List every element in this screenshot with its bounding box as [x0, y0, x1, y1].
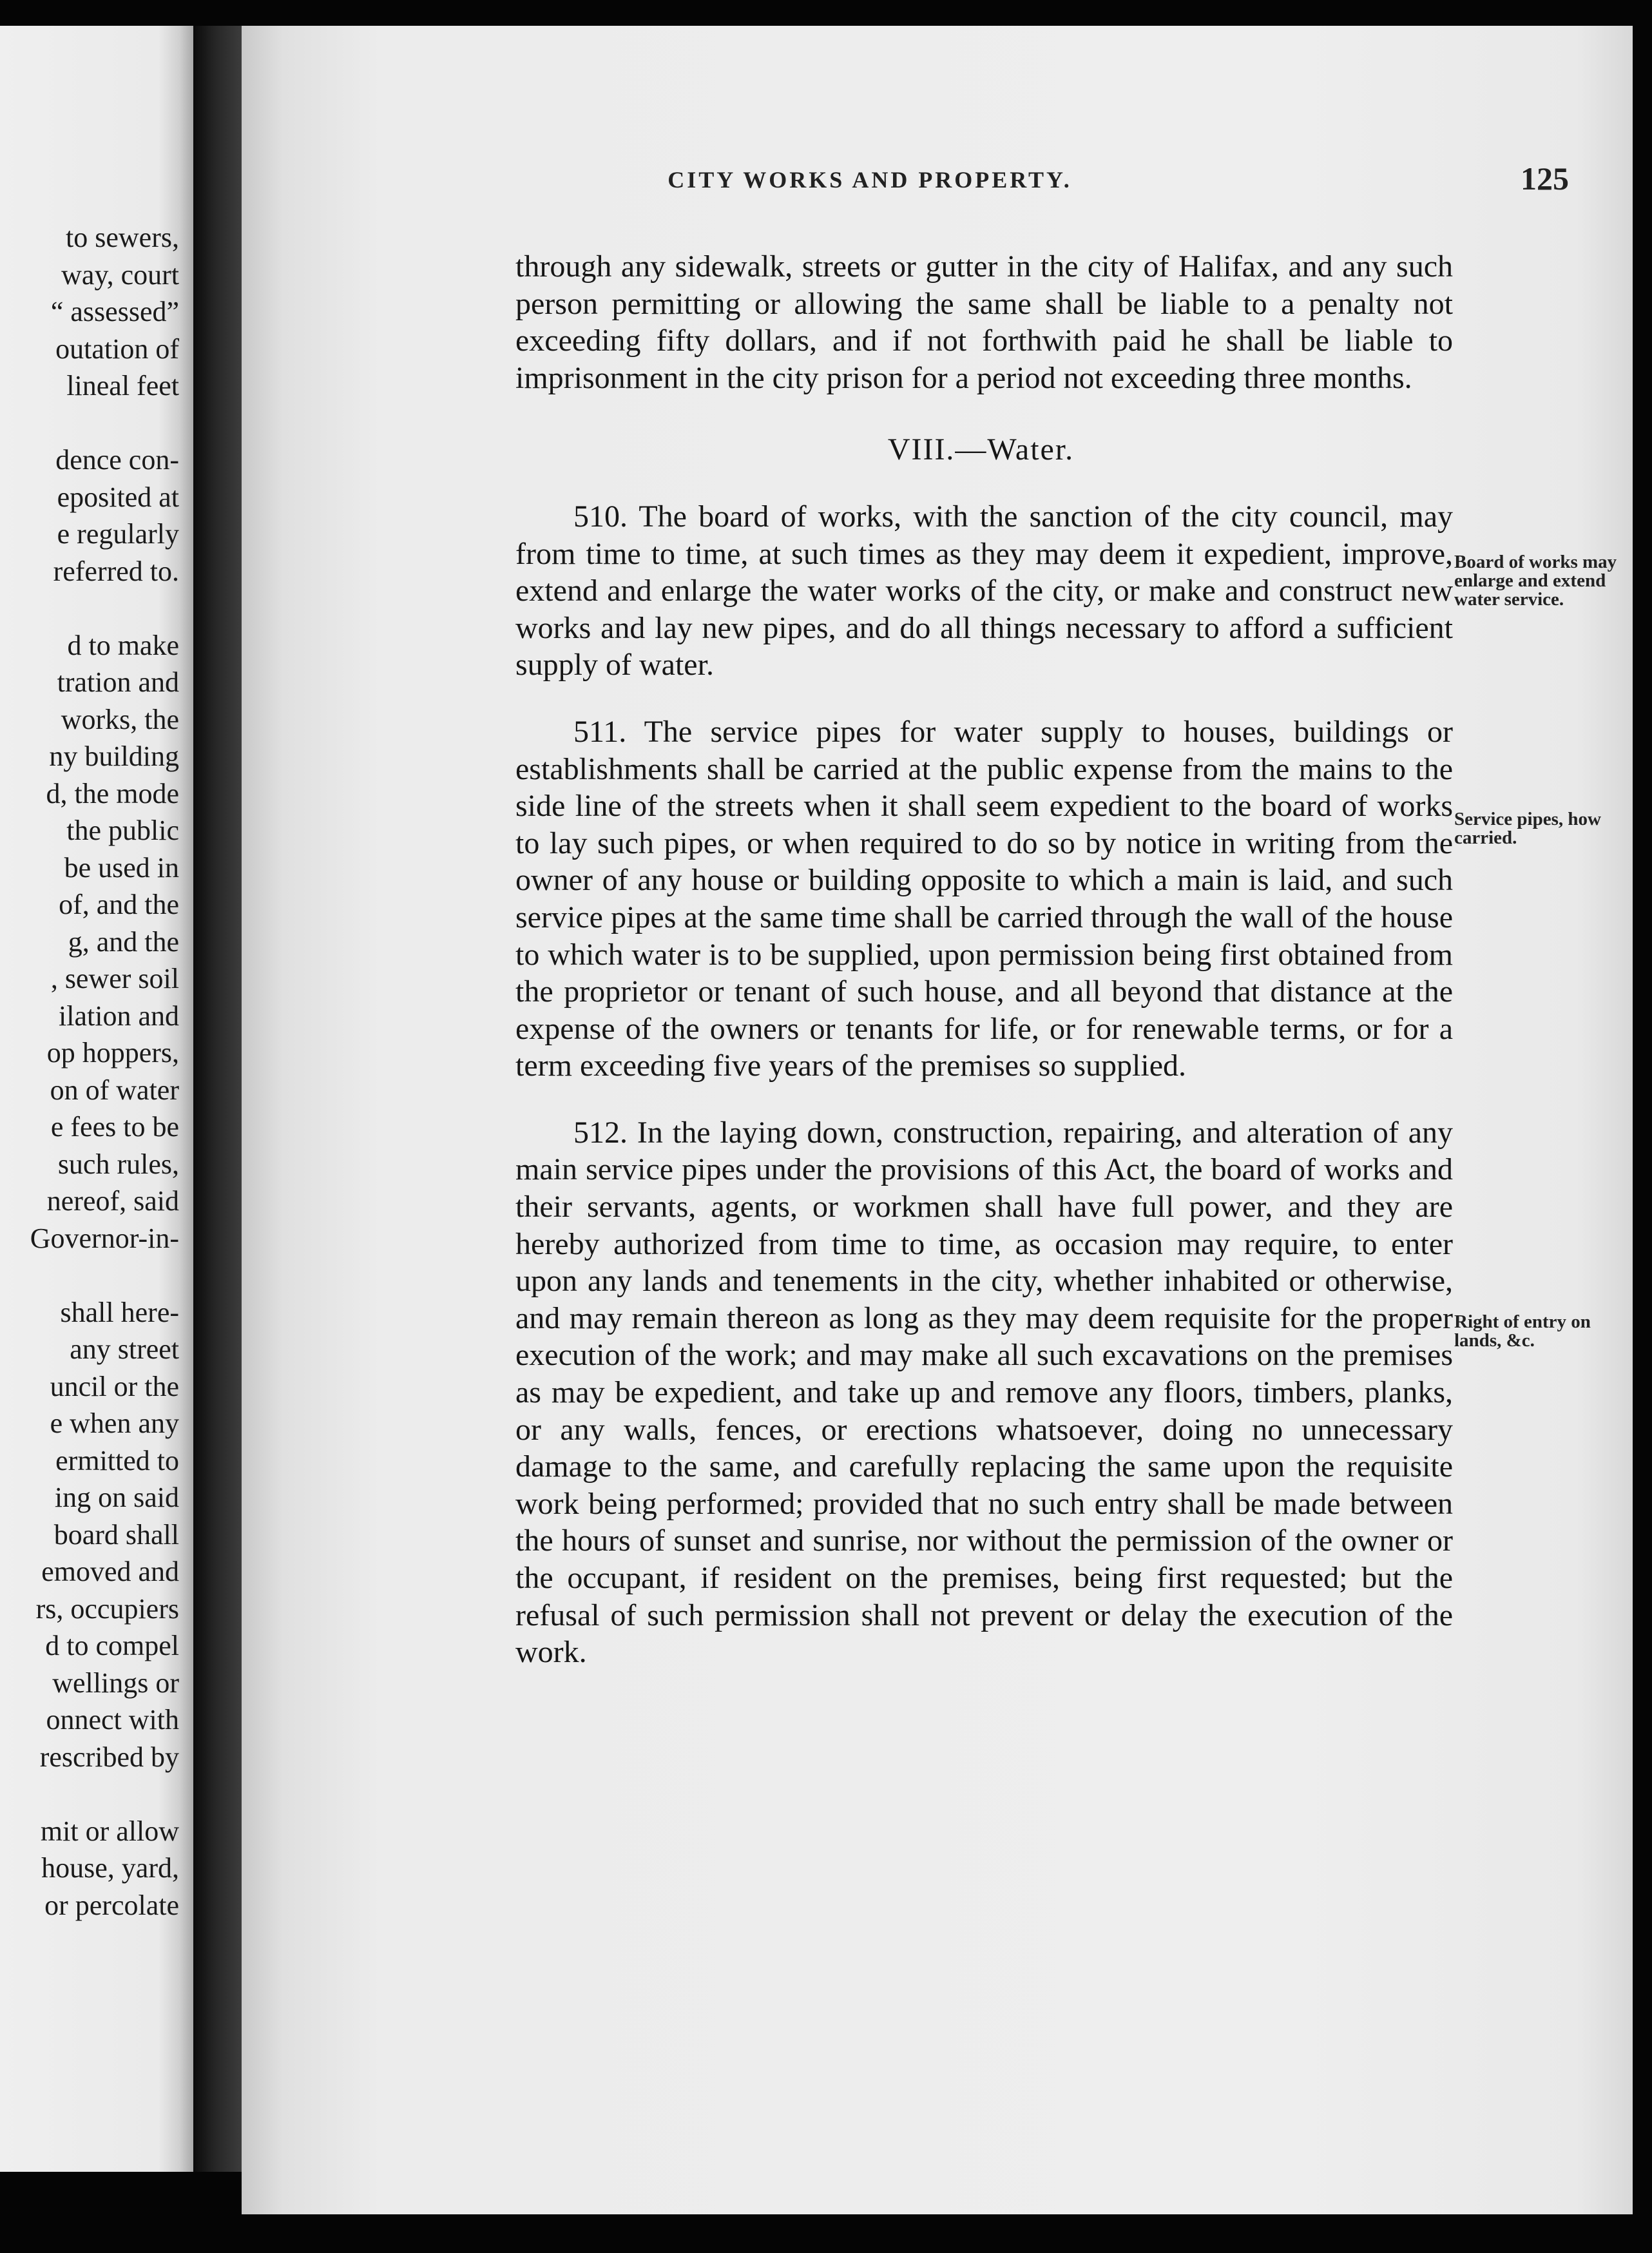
facing-page-line: rescribed by	[39, 1741, 179, 1773]
running-head: CITY WORKS AND PROPERTY.	[668, 167, 1072, 193]
margin-note-511: Service pipes, how carried.	[1454, 809, 1601, 848]
section-511: 511. The service pipes for water supply to houses, buildings or establishments shall be carried at the public expense from the mains to the side line of the streets when it shall seem expedient to the board of works to lay such pipes, or when required to do so by notice in writing from the owner of any house or building opposite to which a main is laid, and such service pipes at the same time shall be carried through the wall of the house to which water is to be supplied, upon permission being first obtained from the proprietor or tenant of such house, and all beyond that distance at the expense of the owners or tenants for life, or for renewable terms, or for a term exceeding five years of the premises so supplied.	[515, 714, 1453, 1083]
section-510: 510. The board of works, with the sanction of the city council, may from time to time, at such times as they may deem it expedient, improve, extend and enlarge the water works of the city, or make and construct new works and lay new pipes, and do all things necessary to afford a sufficient supply of water.	[515, 499, 1453, 682]
facing-page-line: d to compel	[45, 1630, 179, 1661]
margin-note-512: Right of entry on lands, &c.	[1454, 1311, 1591, 1351]
facing-page-line: shall here-	[60, 1296, 179, 1328]
facing-page-line: onnect with	[46, 1704, 179, 1736]
page	[242, 26, 1633, 2214]
section-heading: VIII.—Water.	[887, 432, 1075, 467]
facing-page-line: ilation and	[59, 1000, 179, 1032]
facing-page-line: nereof, said	[46, 1185, 179, 1217]
facing-page-line	[0, 1775, 179, 1813]
facing-page-line: such rules,	[57, 1148, 179, 1180]
facing-page-line: be used in	[64, 851, 179, 884]
facing-page-text	[0, 219, 179, 1924]
facing-page-line: referred to.	[53, 555, 179, 587]
page-number: 125	[1521, 160, 1569, 197]
facing-page-line: tration and	[57, 666, 179, 698]
facing-page-line: op hoppers,	[46, 1037, 179, 1068]
facing-page-line: rs, occupiers	[35, 1592, 179, 1625]
facing-page-line: mit or allow	[40, 1815, 179, 1847]
facing-page-line: the public	[66, 815, 179, 846]
facing-page-line: , sewer soil	[50, 963, 179, 994]
facing-page-line: e fees to be	[50, 1111, 179, 1143]
facing-page-line: ny building	[49, 740, 179, 772]
facing-page-line: any street	[70, 1333, 179, 1365]
facing-page-line: e regularly	[57, 518, 179, 550]
facing-page-line: e when any	[50, 1407, 179, 1439]
facing-page-line: on of water	[50, 1074, 179, 1106]
facing-page-line: g, and the	[68, 925, 179, 958]
facing-page-line: emoved and	[41, 1556, 179, 1587]
facing-page-line: to sewers,	[66, 222, 179, 253]
facing-page-line: d, the mode	[46, 777, 179, 809]
facing-page-line: “ assessed”	[50, 296, 179, 327]
facing-page-line	[0, 1257, 179, 1294]
facing-page-line: eposited at	[57, 481, 179, 513]
facing-page-line: dence con-	[55, 444, 179, 476]
facing-page-line: outation of	[55, 333, 179, 365]
facing-page-line: d to make	[67, 629, 179, 661]
facing-page	[0, 26, 193, 2172]
facing-page-line: uncil or the	[50, 1370, 179, 1402]
facing-page-line: or percolate	[44, 1889, 179, 1921]
margin-note-510: Board of works may enlarge and extend water service.	[1454, 552, 1617, 610]
facing-page-line	[0, 405, 179, 442]
facing-page-line: house, yard,	[41, 1852, 179, 1884]
facing-page-line: wellings or	[52, 1667, 179, 1699]
facing-page-line: of, and the	[59, 889, 179, 920]
body-text	[515, 248, 1453, 1671]
section-512: 512. In the laying down, construction, repairing, and alteration of any main service pipes under the provisions of this Act, the board of works and their servants, agents, or workmen shall have full power, and they are hereby authorized from time to time, as occasion may require, to enter upon any lands and tenements in the city, whether inhabited or otherwise, and may remain thereon as long as they may deem requisite for the proper execution of the work; and may make all such excavations on the premises as may be expedient, and take up and remove any floors, timbers, planks, or any walls, fences, or erections whatsoever, doing no unnecessary damage to the same, and carefully replacing the same upon the requisite work being performed; provided that no such entry shall be made between the hours of sunset and sunrise, nor without the permission of the owner or the occupant, if resident on the premises, being first requested; but the refusal of such permission shall not prevent or delay the execution of the work.	[515, 1115, 1453, 1670]
facing-page-line: way, court	[61, 258, 179, 291]
facing-page-line: ermitted to	[55, 1444, 179, 1476]
facing-page-line: works, the	[61, 703, 179, 735]
facing-page-line: lineal feet	[66, 370, 179, 401]
facing-page-line	[0, 590, 179, 627]
facing-page-line: board shall	[53, 1518, 179, 1551]
facing-page-line: Governor-in-	[30, 1222, 179, 1254]
book-gutter	[193, 26, 242, 2172]
facing-page-line: ing on said	[54, 1482, 179, 1513]
continuation-paragraph: through any sidewalk, streets or gutter in the city of Halifax, and any such person permitting or allowing the same shall be liable to a penalty not exceeding fifty dollars, and if not forthwith paid he shall be liable to imprisonment in the city prison for a period not exceeding three months.	[515, 249, 1453, 395]
